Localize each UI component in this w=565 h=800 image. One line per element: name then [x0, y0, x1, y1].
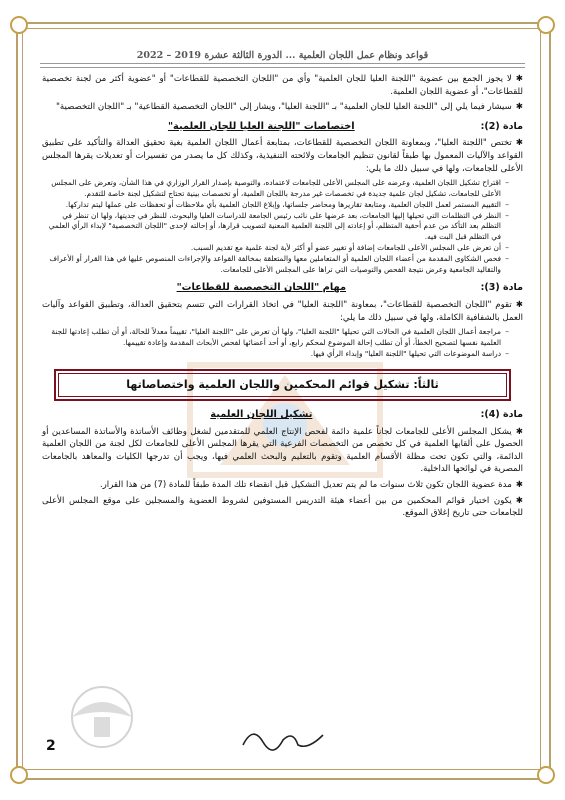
article-2-heading	[42, 121, 523, 134]
article-body: ✱تقوم "اللجان التخصصية للقطاعات"، بمعاونة "اللجنة العليا" في اتخاذ القرارات التي تتسم بتحقيق العدالة، وتطبيق القواعد وآليات العمل بالشفافية الكاملة، ولها في سبيل ذلك ما يلي:	[42, 299, 523, 323]
article-3-list	[42, 327, 523, 359]
article-title: اختصاصات "اللجنة العليا للجان العلمية"	[167, 120, 355, 132]
article-title: مهام "اللجان التخصصية للقطاعات"	[176, 282, 347, 294]
bullet-star-icon: ✱	[515, 495, 523, 506]
bullet-star-icon: ✱	[515, 138, 523, 149]
article-3-heading	[42, 282, 523, 295]
header-divider	[40, 63, 525, 68]
corner-ornament	[537, 766, 555, 784]
article-number: مادة (2):	[480, 120, 523, 132]
bullet-star-icon: ✱	[515, 102, 523, 113]
eagle-seal-icon	[42, 682, 162, 752]
list-item: – فحص الشكاوى المقدمة من أعضاء اللجان العلمية أو المتعاملين معها والمتعلقة بمخالفة القواعد والإجراءات المنصوص عليها في هذا القرار أو الأعراف والتقاليد الجامعية وعرض نتيجة الفحص والتوصيات التي تراها على المجلس الأعلى للجامعات.	[42, 254, 509, 276]
article-number: مادة (3):	[480, 282, 523, 294]
article-4-heading	[42, 409, 523, 422]
article-number: مادة (4):	[480, 409, 523, 421]
corner-ornament	[10, 16, 28, 34]
corner-ornament	[537, 16, 555, 34]
bullet-star-icon: ✱	[515, 299, 523, 310]
list-item: – النظر في التظلمات التي تحيلها إليها الجامعات، بعد عرضها على نائب رئيس الجامعة للدراسات العليا والبحوث، للنظر في جديتها، ولها ان تنظر في التظلم بعد التأكد من عدم أحقية المتظلم، أو إعادته إلى اللجنة العلمية المعنية لتصويب قرارها، أو إحالته لإحدى "اللجان التخصصية" لإبداء الرأي العلمي في التظلم قبل البت فيه.	[42, 211, 509, 243]
list-item: – دراسة الموضوعات التي تحيلها "اللجنة العليا" وإبداء الرأي فيها.	[42, 349, 509, 360]
article-body: ✱يكون اختيار قوائم المحكمين من بين أعضاء هيئة التدريس المستوفين لشروط العضوية والمسجلين على موقع المجلس الأعلى للجامعات حتى تاريخ إغلاق الموقع.	[42, 495, 523, 519]
list-item: – مراجعة أعمال اللجان العلمية في الحالات التي تحيلها "اللجنة العليا"، ولها أن تعرض على "اللجنة العليا"، تقييماً معدلاً للحالة، أو أن تطلب إعادتها للجنة العلمية نفسها لتصحيح الخطأ، أو أن تطلب إحالة الموضوع لمحكم رابع، أو أحد أعضائها لفحص الأبحاث المقدمة وإعادة تقييمها.	[42, 327, 509, 349]
article-body: ✱تختص "اللجنة العليا"، وبمعاونة اللجان التخصصية للقطاعات، بمتابعة أعمال اللجان العلمية بغية تحقيق العدالة والتأكيد على تطبيق القواعد والآليات المعمول بها طبقاً لقانون تنظيم الجامعات ولائحته التنفيذية، وكذلك كل ما يصدر من تفسيرات أو تعديلات يقرها المجلس الأعلى للجامعات، ولها في سبيل ذلك ما يلي:	[42, 138, 523, 174]
bullet-star-icon: ✱	[515, 480, 523, 491]
running-header: قواعد ونظام عمل اللجان العلمية ... الدورة الثالثة عشرة 2019 – 2022	[136, 50, 429, 61]
list-item: – التقييم المستمر لعمل اللجان العلمية، ومتابعة تقاريرها ومحاضر جلساتها، وإبلاغ اللجان العلمية بأي ملاحظات أو تحفظات على عملها ليتم تداركها.	[42, 200, 509, 211]
list-item: – أن تعرض على المجلس الأعلى للجامعات إضافة أو تغيير عضو أو أكثر لأية لجنة علمية مع تقديم السبب.	[42, 243, 509, 254]
page-content	[42, 70, 523, 523]
article-title: تشكيل اللجان العلمية	[210, 409, 313, 421]
section-banner	[54, 369, 511, 402]
bullet-star-icon: ✱	[515, 426, 523, 437]
list-item: – اقتراح تشكيل اللجان العلمية، وعرضه على المجلس الأعلى للجامعات لاعتماده، والتوصية بإصدار القرار الوزاري في هذا الشأن، وتعرض على المجلس الأعلى للجامعات، تشكيل لجان علمية جديدة في تخصصات غير مدرجة باللجان العلمية، أو تخصصات بينية تحتاج لتشكيل لجنة خاصة للتقدم.	[42, 178, 509, 200]
bullet-star-icon: ✱	[515, 74, 523, 84]
signature-icon	[238, 720, 328, 760]
intro-paragraph: ✱سيشار فيما يلي إلى "اللجنة العليا للجان العلمية" بـ "اللجنة العليا"، ويشار إلى "اللجان التخصصية القطاعية" بـ "اللجان التخصصية"	[55, 102, 523, 113]
intro-paragraph: ✱لا يجوز الجمع بين عضوية "اللجنة العليا للجان العلمية" وأي من "اللجان التخصصية للقطاعات" أو "عضوية أكثر من لجنة تخصصية للقطاعات"، أو عضوية اللجان العلمية.	[42, 74, 523, 97]
article-2-list	[42, 178, 523, 275]
section-banner-title: ثالثاً: تشكيل قوائم المحكمين واللجان العلمية واختصاصاتها	[58, 373, 507, 398]
page-number: 2	[46, 738, 56, 754]
corner-ornament	[10, 766, 28, 784]
article-body: ✱مدة عضوية اللجان تكون ثلاث سنوات ما لم يتم تعديل التشكيل قبل انقضاء تلك المدة طبقاً للمادة (7) من هذا القرار.	[99, 480, 523, 491]
article-body: ✱يشكل المجلس الأعلى للجامعات لجاناً علمية دائمة لفحص الإنتاج العلمي للمتقدمين لشغل وظائف الأساتذة والأساتذة المساعدين أو الحصول على ألقابها العلمية في كل تخصص من التخصصات الفرعية التي يقرها المجلس الأعلى للجامعات لكل لجنة من اللجان العلمية الدائمة، والتي تكون تحت مظلة الأقسام العلمية وتقوم بالتعليم والبحث العلمي فيها، ويجب أن تدرجها الكليات والمعاهد بالجامعات المصرية في لوائحها الداخلية.	[42, 426, 523, 475]
